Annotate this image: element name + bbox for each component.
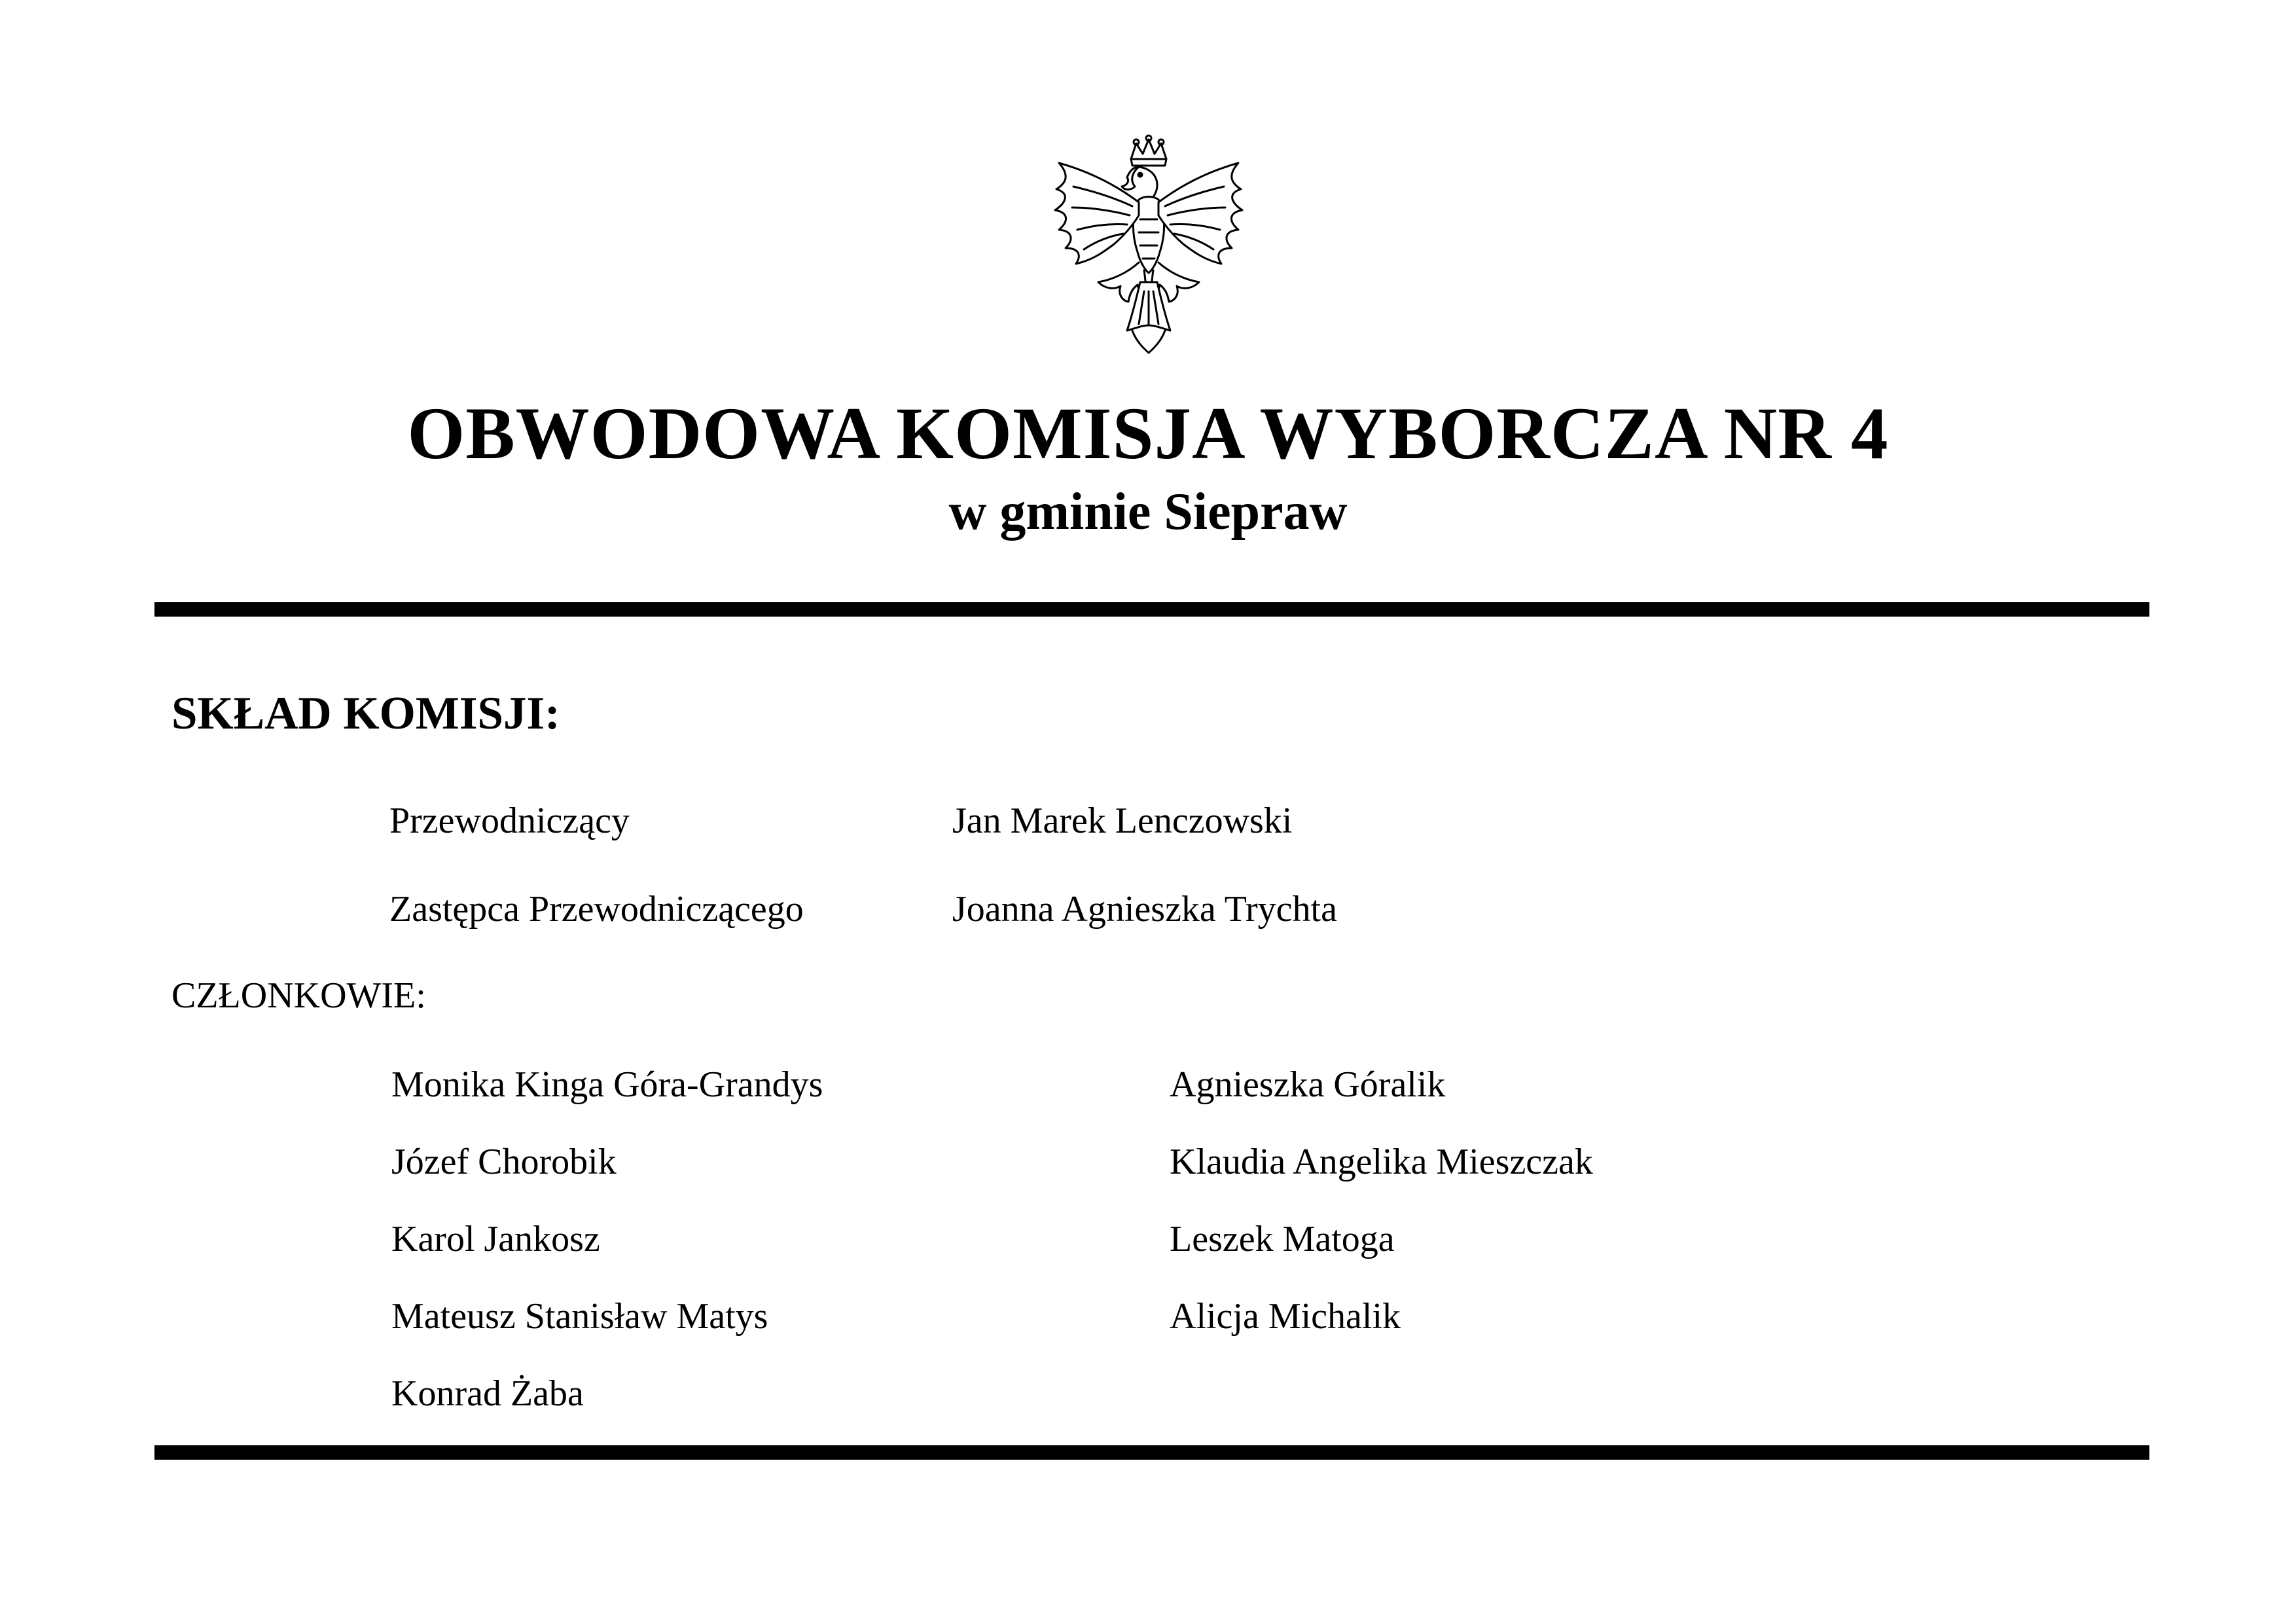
member-item: Monika Kinga Góra-Grandys [391, 1064, 823, 1105]
member-item: Agnieszka Góralik [1170, 1064, 1446, 1105]
member-item: Klaudia Angelika Mieszczak [1170, 1142, 1593, 1182]
chair-label: Przewodniczący [389, 801, 630, 841]
bottom-divider [154, 1445, 2149, 1460]
member-item: Józef Chorobik [391, 1142, 617, 1182]
section-heading: SKŁAD KOMISJI: [171, 688, 560, 739]
deputy-name: Joanna Agnieszka Trychta [952, 889, 1337, 929]
member-item: Alicja Michalik [1170, 1296, 1401, 1337]
commission-subtitle: w gminie Siepraw [948, 483, 1348, 541]
member-item: Karol Jankosz [391, 1219, 600, 1259]
commission-title: OBWODOWA KOMISJA WYBORCZA NR 4 [407, 393, 1889, 475]
polish-eagle-emblem-icon [1041, 134, 1257, 357]
deputy-label: Zastępca Przewodniczącego [389, 889, 804, 929]
member-item: Leszek Matoga [1170, 1219, 1395, 1259]
member-item: Konrad Żaba [391, 1373, 584, 1414]
member-item: Mateusz Stanisław Matys [391, 1296, 768, 1337]
deputy-row [389, 886, 2091, 939]
members-heading: CZŁONKOWIE: [171, 975, 426, 1016]
top-divider [154, 602, 2149, 617]
chair-name: Jan Marek Lenczowski [952, 801, 1293, 841]
chair-row [389, 798, 2091, 850]
